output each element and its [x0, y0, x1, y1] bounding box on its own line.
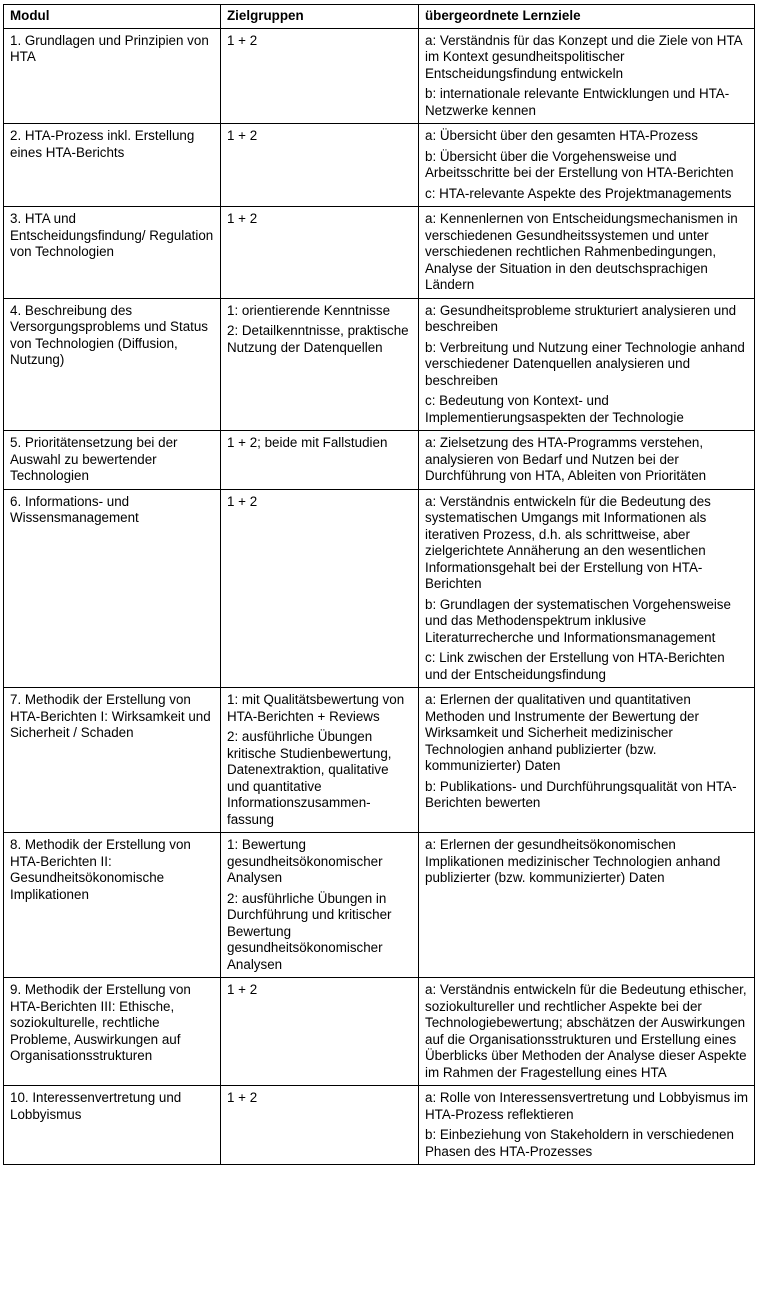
zielgruppen-cell: [221, 1086, 419, 1165]
modul-cell: 9. Methodik der Erstellung von HTA-Berichten III: Ethische, soziokulturelle, rechtliche Probleme, Auswirkungen auf Organisationsstrukturen: [4, 978, 221, 1086]
zielgruppe-entry: 2: Detailkenntnisse, praktische Nutzung der Datenquellen: [227, 323, 409, 355]
table-row: [4, 1086, 755, 1165]
lernziel-entry: a: Erlernen der gesundheitsökonomischen Implikationen medizinischer Technologien anhand publizierter (bzw. kommunizierter) Daten: [425, 837, 721, 885]
modul-cell: 6. Informations- und Wissensmanagement: [4, 489, 221, 688]
lernziele-cell: [419, 298, 755, 431]
zielgruppen-cell: [221, 298, 419, 431]
lernziele-cell: [419, 1086, 755, 1165]
modul-cell: 8. Methodik der Erstellung von HTA-Berichten II: Gesundheitsökonomische Implikationen: [4, 833, 221, 978]
table-row: [4, 489, 755, 688]
zielgruppe-entry: 1: orientierende Kenntnisse: [227, 302, 391, 318]
modul-cell: 3. HTA und Entscheidungsfindung/ Regulation von Technologien: [4, 207, 221, 299]
table-row: [4, 207, 755, 299]
table-body: [4, 28, 755, 1165]
modul-cell: 2. HTA-Prozess inkl. Erstellung eines HTA-Berichts: [4, 124, 221, 207]
lernziel-entry: a: Rolle von Interessensvertretung und Lobbyismus im HTA-Prozess reflektieren: [425, 1090, 749, 1122]
zielgruppen-cell: [221, 207, 419, 299]
modul-cell: 1. Grundlagen und Prinzipien von HTA: [4, 28, 221, 124]
zielgruppe-entry: 1 + 2: [227, 32, 258, 48]
zielgruppen-cell: [221, 688, 419, 833]
header-zielgruppen: Zielgruppen: [221, 5, 419, 29]
table-row: [4, 978, 755, 1086]
table-row: [4, 124, 755, 207]
header-modul: Modul: [4, 5, 221, 29]
lernziel-entry: b: Einbeziehung von Stakeholdern in verschiedenen Phasen des HTA-Prozesses: [425, 1127, 734, 1159]
modul-cell: 4. Beschreibung des Versorgungsproblems und Status von Technologien (Diffusion, Nutzung): [4, 298, 221, 431]
zielgruppe-entry: 1 + 2: [227, 211, 258, 226]
lernziel-entry: c: HTA-relevante Aspekte des Projektmanagements: [425, 185, 732, 201]
table-row: [4, 833, 755, 978]
zielgruppen-cell: [221, 28, 419, 124]
lernziel-entry: a: Verständnis entwickeln für die Bedeutung ethischer, soziokultureller und rechtlicher Aspekte bei der Technologiebewertung; abschätzen der Auswirkungen auf die Organisationsstrukturen und Erstellung eines Überblicks über Methoden der Analyse dieser Aspekte im Rahmen der Fragestellung eines HTA: [425, 982, 747, 1080]
zielgruppe-entry: 1 + 2: [227, 1090, 258, 1105]
lernziel-entry: b: Publikations- und Durchführungsqualität von HTA-Berichten bewerten: [425, 778, 737, 810]
lernziel-entry: a: Zielsetzung des HTA-Programms verstehen, analysieren von Bedarf und Nutzen bei der Durchführung von HTA, Ableiten von Prioritäten: [425, 435, 707, 483]
lernziele-cell: [419, 489, 755, 688]
modul-cell: 5. Prioritätensetzung bei der Auswahl zu bewertender Technologien: [4, 431, 221, 490]
zielgruppen-cell: [221, 978, 419, 1086]
lernziel-entry: a: Gesundheitsprobleme strukturiert analysieren und beschreiben: [425, 302, 737, 334]
lernziel-entry: a: Kennenlernen von Entscheidungsmechanismen in verschiedenen Gesundheitssystemen und unter verschiedenen rechtlichen Rahmenbedingungen, Analyse der Situation in den deutschsprachigen Ländern: [425, 211, 738, 292]
lernziel-entry: b: Übersicht über die Vorgehensweise und Arbeitsschritte bei der Erstellung von HTA-Berichten: [425, 148, 734, 180]
zielgruppe-entry: 1 + 2; beide mit Fallstudien: [227, 435, 388, 450]
module-table: [3, 4, 755, 1165]
lernziele-cell: [419, 431, 755, 490]
table-row: [4, 28, 755, 124]
lernziel-entry: c: Link zwischen der Erstellung von HTA-Berichten und der Entscheidungsfindung: [425, 650, 725, 682]
header-row: [4, 5, 755, 29]
modul-cell: 10. Interessenvertretung und Lobbyismus: [4, 1086, 221, 1165]
zielgruppe-entry: 1: mit Qualitätsbewertung von HTA-Berichten + Reviews: [227, 692, 405, 724]
zielgruppen-cell: [221, 489, 419, 688]
lernziele-cell: [419, 978, 755, 1086]
zielgruppen-cell: [221, 833, 419, 978]
zielgruppe-entry: 1 + 2: [227, 128, 258, 143]
lernziel-entry: b: Grundlagen der systematischen Vorgehensweise und das Methodenspektrum inklusive Literaturrecherche und Informationsmanagement: [425, 596, 731, 645]
table-row: [4, 431, 755, 490]
lernziel-entry: a: Erlernen der qualitativen und quantitativen Methoden und Instrumente der Bewertung der Wirksamkeit und Sicherheit medizinischer Technologien anhand publizierter (bzw. kommunizierter) Daten: [425, 692, 699, 773]
lernziele-cell: [419, 28, 755, 124]
zielgruppe-entry: 1: Bewertung gesundheitsökonomischer Analysen: [227, 837, 383, 885]
zielgruppe-entry: 1 + 2: [227, 493, 258, 509]
lernziele-cell: [419, 207, 755, 299]
lernziel-entry: b: internationale relevante Entwicklungen und HTA-Netzwerke kennen: [425, 86, 730, 118]
lernziel-entry: c: Bedeutung von Kontext- und Implementierungsaspekten der Technologie: [425, 393, 684, 425]
header-lernziele: übergeordnete Lernziele: [419, 5, 755, 29]
zielgruppen-cell: [221, 431, 419, 490]
zielgruppe-entry: 2: ausführliche Übungen kritische Studienbewertung, Datenextraktion, qualitative und quantitative Informationszusammen-fassung: [227, 729, 392, 827]
zielgruppe-entry: 1 + 2: [227, 982, 258, 997]
lernziel-entry: a: Übersicht über den gesamten HTA-Prozess: [425, 128, 698, 143]
modul-cell: 7. Methodik der Erstellung von HTA-Berichten I: Wirksamkeit und Sicherheit / Schaden: [4, 688, 221, 833]
zielgruppen-cell: [221, 124, 419, 207]
lernziele-cell: [419, 124, 755, 207]
table-row: [4, 688, 755, 833]
lernziel-entry: b: Verbreitung und Nutzung einer Technologie anhand verschiedener Datenquellen analysieren und beschreiben: [425, 339, 745, 388]
zielgruppe-entry: 2: ausführliche Übungen in Durchführung und kritischer Bewertung gesundheitsökonomischer Analysen: [227, 890, 392, 972]
lernziele-cell: [419, 688, 755, 833]
lernziel-entry: a: Verständnis entwickeln für die Bedeutung des systematischen Umgangs mit Informationen als iterativen Prozess, d.h. als schrittweise, aber zielgerichtete Annäherung an den wesentlichen Informationsgehalt bei der Erstellung von HTA-Berichten: [425, 493, 711, 591]
table-row: [4, 298, 755, 431]
lernziele-cell: [419, 833, 755, 978]
lernziel-entry: a: Verständnis für das Konzept und die Ziele von HTA im Kontext gesundheitspolitischer Entscheidungsfindung entwickeln: [425, 32, 742, 81]
